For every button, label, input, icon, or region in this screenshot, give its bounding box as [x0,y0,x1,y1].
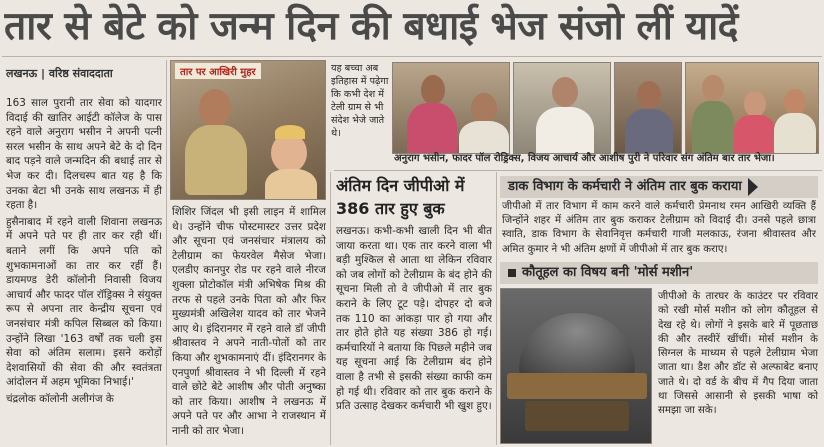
person-shirt [734,115,776,154]
arrow-icon [748,178,758,196]
morse-article [658,290,818,445]
baby-caption: यह बच्चा अब इतिहास में पढ़ेगा कि कभी देश में टेली ग्राम से भी संदेश भेजे जाते थे। [331,63,389,139]
headline: तार से बेटे को जन्म दिन की बधाई भेज संजो लीं यादें [4,4,738,49]
machine-stand [525,401,629,431]
byline: लखनऊ | वरिष्ठ संवाददाता [6,67,113,80]
article-paragraph: चंद्रलोक कॉलोनी अलीगंज के [6,392,114,405]
person-face [744,91,766,117]
machine-dome [519,313,635,375]
person-face [471,93,497,123]
article-column-2 [172,205,326,445]
baby-cap [275,125,305,139]
photo-family-4 [685,62,819,154]
banner-last-telegram [500,176,818,198]
article-column-3 [336,224,492,445]
photo-morse-machine [500,288,652,444]
baby-face [271,133,307,173]
machine-base [507,373,647,399]
banner-morse-machine [500,262,818,284]
person-face [421,75,445,105]
article-column-1 [6,96,162,446]
article-paragraph: हुसैनाबाद में रहने वाली शिवाना लखनऊ में अपने पते पर ही तार कर रही थीं। बताने लगीं कि अपने पति को शुभकामनाओं का तार कर रहीं हैं। डायमण्ड डेरी कॉलोनी निवासी विजय आचार्य और फादर पॉल रॉड्रिक्स ने संयुक्त रूप से अपना तार केन्द्रीय सूचना एवं जनसंचार मंत्री कपिल सिब्बल को किया। उन्होंने लिखा '163 वर्षों तक चली इस सेवा को अंतिम सलाम। इसने करोड़ों देशवासियों की सेवा की और स्वतंत्रता आंदोलन में अहम भूमिका निभाई।' [6,215,162,389]
article-paragraph: 163 साल पुरानी तार सेवा को यादगार विदाई की खातिर आईटी कॉलेज के पास रहने वाले अनुराग भसीन ने अपनी पत्नी सरल भसीन के साथ अपने बेटे के दो दिन बाद पड़ने वाले जन्मदिन की बधाई तार से भेज कर दी। दिलचस्प बात यह है कि उनका बेटा भी उनके साथ लखनऊ में ही रहता है। [6,97,162,212]
column-divider [330,172,331,445]
person-face [702,75,724,101]
person-shirt [185,125,247,195]
banner-1-body [502,200,816,258]
person-shirt [692,101,734,154]
person-face [552,77,578,107]
person-face [784,89,806,115]
article-paragraph: शिशिर जिंदल भी इसी लाइन में शामिल थे। उन्होंने चीफ पोस्टमास्टर उत्तर प्रदेश और सूचना एवं जनसंचार मंत्रालय को टेलीग्राम का फेयरवेल मैसेज भेजा। एलडीए कानपुर रोड पर रहने वाले नीरज शुक्ला प्रोटोकॉल मंत्री अभिषेक मिश्र की तरफ से पहले उनके पिता को और फिर मुख्यमंत्री अखिलेश यादव को तार भेजने आए थे। इंदिरानगर में रहने वाले डॉ जीपी श्रीवास्तव ने अपने नाती-पोतों को तार किया और शुभकामनाएं दीं। इंदिरानगर के एनपुर्णा श्रीवास्तव ने भी दिल्ली में रहने वाले छोटे बेटे आशीष और पोती अनुष्का को तार किया। आशीष ने लखनऊ में अपने पते पर और आभा ने राजस्थान में नानी को तार भेजा। [172,206,326,437]
photo-family-2 [513,62,611,154]
photo-last-telegram [170,60,326,200]
banner-text: कौतूहल का विषय बनी 'मोर्स मशीन' [522,265,694,280]
article-paragraph: जीपीओ में तार विभाग में काम करने वाले कर्मचारी प्रेमनाथ रमन आखिरी व्यक्ति हैं जिन्होंने शहर में अंतिम तार बुक कराकर टेलीग्राम को विदाई दी। उनसे पहले छात्रा स्वाति, डाक विभाग के सेवानिवृत्त कर्मचारी गाजी मलकाऊ, रंजना श्रीवास्तव और अमित कुमार ने भी अंतिम क्षणों में जीपीओ में तार बुक कराए। [502,201,816,255]
photo-family-3 [614,62,682,154]
bullet-icon [508,269,516,277]
baby-clothes [265,169,317,200]
photo-tag: तार पर आखिरी मुहर [175,63,261,79]
person-shirt [774,113,816,154]
person-face [199,89,231,127]
person-shirt [459,121,509,154]
person-shirt [536,107,594,154]
article-paragraph: लखनऊ। कभी-कभी खाली दिन भी बीत जाया करता था। एक तार करने वाला भी बड़ी मुश्किल से आता था लेकिन रविवार को जब लोगों को टेलीग्राम के बंद होने की सूचना मिली तो वे जीपीओ में तार बुक कराने के लिए टूट पड़े। दोपहर दो बजे तक 110 का आंकड़ा पार हो गया और तार होते होते यह संख्या 386 हो गई। कर्मचारियों ने बताया कि पिछले महीने जब यह सूचना आई कि टेलीग्राम बंद होने वाला है तभी से इसकी संख्या काफी कम हो गई थी। रविवार को तार बुक कराने के प्रति उत्साह देखकर कर्मचारी भी खुश हुए। [336,225,492,413]
photos-caption: अनुराग भसीन, फादर पॉल रोड्रिक्स, विजय आचार्य और आशीष पुरी ने परिवार संग अंतिम बार तार भेजा। [394,153,775,164]
section-rule [334,170,822,171]
column-divider [496,172,497,445]
person-face [637,81,661,109]
banner-text: डाक विभाग के कर्मचारी ने अंतिम तार बुक कराया [508,179,742,194]
headline-rule [2,56,822,57]
article-paragraph: जीपीओ के तारघर के काउंटर पर रविवार को रखी मोर्स मशीन को लोग कौतूहल से देख रहे थे। लोगों ने इसके बारे में पूछताछ की और तस्वीरें खींचीं। मोर्स मशीन के सिग्नल के माध्यम से पहले टेलीग्राम भेजा जाता था। डैश और डॉट से अल्फाबेट बनाए जाते थे। दो वर्ड के बीच में गैप दिया जाता था जिससे आसानी से इसकी भाषा को समझा जा सके। [658,291,818,417]
person-shirt [407,103,457,154]
person-shirt [625,109,673,154]
column-divider [166,60,167,445]
photo-family-1 [392,62,510,154]
section-headline: अंतिम दिन जीपीओ में 386 तार हुए बुक [336,176,465,218]
